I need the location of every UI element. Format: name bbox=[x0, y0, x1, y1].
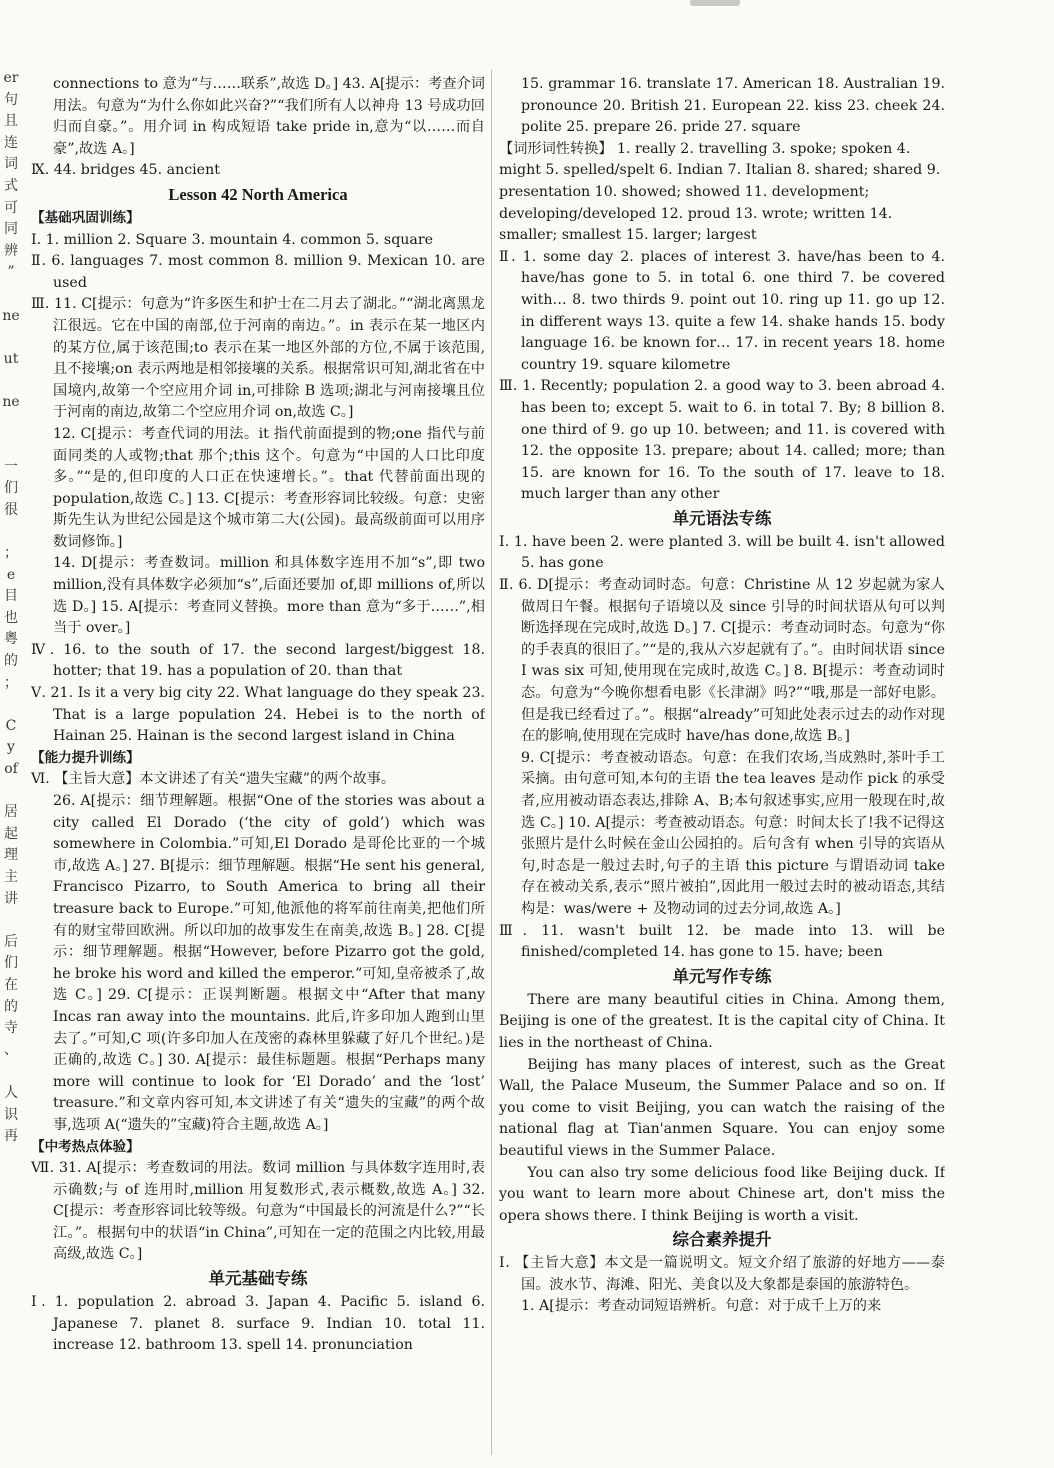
gutter-fragment: 居 bbox=[4, 804, 18, 821]
answer-item: Ⅱ. 1. some day 2. places of interest 3. have/has been to 4. have/has gone to 5. in total 6. one third 7. be covered with… 8. two thirds 9. point out 10. ring up 11. go up 12. in different ways 13. quite a few 14. shake hands 15. body language 16. be known for… 17. in recent years 18. home country 19. square kilometre bbox=[499, 248, 945, 373]
essay-paragraph: There are many beautiful cities in China. Among them, Beijing is one of the greatest. It is the capital city of China. It lies in the northeast of China. bbox=[499, 991, 945, 1051]
answer-continuation: 26. A[提示：细节理解题。根据“One of the stories was about a city called El Dorado (‘the city of gold’) which was somewhere in Colombia.”可知,El Dorado 是哥伦比亚的一个城市,故选 A。] 27. B[提示：细节理解题。根据“He sent his general, Francisco Pizarro, to South America to bring all their treasure back to Europe.”可知,他派他的将军前往南美,把他们所有的财宝带回欧洲。所以印加的故事发生在南美,故选 B。] 28. C[提示：细节理解题。根据“However, before Pizarro got the gold, he broke his word and killed the emperor.”可知,皇帝被杀了,故选 C。] 29. C[提示：正误判断题。根据文中“After that many Incas ran away into the mountains. 此后,许多印加人跑到山里去了。”可知,C 项(许多印加人在茂密的森林里躲藏了好几个世纪。)是正确的,故选 C。] 30. A[提示：最佳标题题。根据“Perhaps many more will continue to look for ‘El Dorado’ and the ‘lost’ treasure.”和文章内容可知,本文讲述了有关“遗失的宝藏”的两个故事,选项 A(“遗失的”宝藏)符合主题,故选 A。] bbox=[53, 793, 485, 1133]
gutter-fragment bbox=[0, 284, 22, 306]
gutter-fragment: 连 bbox=[4, 134, 18, 151]
gutter-fragment: 主 bbox=[4, 868, 18, 885]
gutter-fragment bbox=[0, 327, 22, 349]
answer-item: Ⅲ. 1. Recently; population 2. a good way to 3. been abroad 4. has been to; except 5. wait to 6. in total 7. By; 8 billion 8. one third of 9. go up 10. between; and 11. is covered with 12. the opposite 13. prepare; about 14. called; more; than 15. are known for 16. To the south of 17. leave to 18. much larger than any other bbox=[499, 378, 945, 503]
lesson-title: Lesson 42 North America bbox=[168, 184, 348, 204]
gutter-fragment: C bbox=[5, 717, 17, 734]
section-heading: 【能力提升训练】 bbox=[31, 749, 140, 766]
gutter-fragment bbox=[0, 910, 22, 932]
gutter-fragment: e bbox=[6, 566, 16, 583]
gutter-fragment: 可 bbox=[4, 199, 18, 216]
answer-item: Ⅴ. 21. Is it a very big city 22. What language do they speak 23. That is a large population 24. Hebei is to the north of Hainan 25. Hainan is the second largest island in China bbox=[31, 685, 485, 745]
gutter-fragment: y bbox=[7, 739, 15, 756]
gutter-fragment: ne bbox=[2, 393, 20, 410]
answer-continuation: 12. C[提示：考查代词的用法。it 指代前面提到的物;one 指代与前面同类的人或物;that 那个;this 这个。句意为“中国的人口比印度多。”“是的,但印度的人口正在快速增长。”。that 代替前面出现的 population,故选 C。] 13. C[提示：考查形容词比较级。句意：史密斯先生认为世纪公园是这个城市第二大(公园)。最高级前面可以用序数词修饰。] bbox=[53, 425, 485, 550]
gutter-fragment: 起 bbox=[4, 825, 18, 842]
unit-heading: 单元写作专练 bbox=[672, 966, 772, 986]
gutter-fragment: 句 bbox=[4, 91, 18, 108]
gutter-fragment bbox=[0, 694, 22, 716]
gutter-fragment: 同 bbox=[4, 221, 18, 238]
unit-heading: 单元语法专练 bbox=[672, 508, 772, 528]
gutter-fragment: 词 bbox=[4, 156, 18, 173]
gutter-fragment: 识 bbox=[4, 1106, 18, 1123]
answer-item: Ⅲ. 11. C[提示：句意为“许多医生和护士在二月去了湖北。”“湖北离黑龙江很远。它在中国的南部,位于河南的南边。”。in 表示在某一地区内的某方位,属于该范围;to 表示在某一地区外部的方位,不属于该范围,且不接壤;on 表示两地是相邻接壤的关系。根据常识可知,湖北省在中国境内,故第一个空应用介词 in,可排除 B 选项;湖北与河南接壤且位于河南的南边,故第二个空应用介词 on,故选 C。] bbox=[31, 296, 485, 421]
unit-heading: 综合素养提升 bbox=[672, 1230, 772, 1250]
gutter-fragment: 粵 bbox=[4, 631, 18, 648]
gutter-fragment: 讲 bbox=[4, 890, 18, 907]
gutter-fragment: 的 bbox=[4, 653, 18, 670]
gutter-fragment bbox=[0, 414, 22, 436]
essay-paragraph: Beijing has many places of interest, such as the Great Wall, the Palace Museum, the Summer Palace and so on. If you come to visit Beijing, you can watch the raising of the national flag at Tian'anmen Square. You can enjoy some beautiful views in the Summer Palace. bbox=[499, 1056, 945, 1159]
gutter-fragment: 们 bbox=[4, 480, 18, 497]
gutter-fragment: ne bbox=[2, 307, 20, 324]
answer-continuation: 9. C[提示：考查被动语态。句意：在我们农场,当成熟时,茶叶手工采摘。由句意可知,本句的主语 the tea leaves 是动作 pick 的承受者,应用被动语态表达,排除 A、B;本句叙述事实,应用一般现在时,故选 C。] 10. A[提示：考查被动语态。句意：时间太长了!我不记得这张照片是什么时候在金山公园拍的。后句含有 when 引导的宾语从句,时态是一般过去时,句子的主语 this picture 与谓语动词 take 存在被动关系,表示“照片被拍”,因此用一般过去时的被动语态,其结构是：was/were + 及物动词的过去分词,故选 A。] bbox=[521, 749, 945, 917]
column-divider bbox=[491, 70, 492, 1455]
gutter-fragment bbox=[0, 370, 22, 392]
answer-column-right bbox=[499, 74, 945, 1454]
answer-column-left bbox=[31, 74, 485, 1454]
page-top-mark bbox=[690, 0, 740, 6]
gutter-fragment: er bbox=[3, 70, 19, 86]
gutter-fragment: 后 bbox=[4, 933, 18, 950]
answer-continuation: 14. D[提示：考查数词。million 和具体数字连用不加“s”,即 two million,没有具体数字必须加“s”,后面还要加 of,即 millions of,所以选 D。] 15. A[提示：考查同义替换。more than 意为“多于……”,相当于 over。] bbox=[53, 555, 485, 637]
answer-continuation: 15. grammar 16. translate 17. American 18. Australian 19. pronounce 20. British 21. European 22. kiss 23. cheek 24. polite 25. prepare 26. pride 27. square bbox=[521, 76, 945, 136]
gutter-fragment: 也 bbox=[4, 609, 18, 626]
answer-continuation: connections to 意为“与……联系”,故选 D。] 43. A[提示：考查介词用法。句意为“为什么你如此兴奋?”“我们所有人以神舟 13 号成功回归而自豪。”。用介词 in 构成短语 take pride in,意为“以……而自豪”,故选 A。] bbox=[53, 76, 485, 157]
answer-item: Ⅲ. 11. wasn't built 12. be made into 13. will be finished/completed 14. has gone to 15. have; been bbox=[499, 922, 945, 961]
gutter-fragment: 们 bbox=[4, 955, 18, 972]
gutter-fragment: 的 bbox=[4, 998, 18, 1015]
gutter-fragment: 、 bbox=[4, 1041, 18, 1058]
answer-item: Ⅰ. 【主旨大意】本文是一篇说明文。短文介绍了旅游的好地方——泰国。波水节、海滩、阳光、美食以及大象都是泰国的旅游特色。 bbox=[499, 1255, 945, 1293]
gutter-fragment: 再 bbox=[4, 1128, 18, 1145]
gutter-fragment: 在 bbox=[4, 976, 18, 993]
gutter-fragment: ut bbox=[3, 350, 19, 367]
gutter-fragment: ” bbox=[7, 264, 15, 281]
gutter-fragment: ； bbox=[4, 545, 18, 562]
answer-item: Ⅶ. 31. A[提示：考查数词的用法。数词 million 与具体数字连用时,表示确数;与 of 连用时,million 用复数形式,表示概数,故选 A。] 32. C[提示：考查形容词比较等级。句意为“中国最长的河流是什么?”“长江。”。根据句中的状语“in China”,可知在一定的范围之内比较,用最高级,故选 C。] bbox=[31, 1160, 485, 1263]
gutter-fragment: 寺 bbox=[4, 1020, 18, 1037]
answer-item: Ⅱ. 6. D[提示：考查动词时态。句意：Christine 从 12 岁起就为家人做周日午餐。根据句子语境以及 since 引导的时间状语从句可以判断选择现在完成时,故选 D。] 7. C[提示：考查动词时态。句意为“你的手表真的很旧了。”“是的,我从六岁起就有了。”。由时间状语 since I was six 可知,使用现在完成时,故选 C。] 8. B[提示：考查动词时态。句意为“今晚你想看电影《长津湖》吗?”“哦,那是一部好电影。但是我已经看过了。”。根据“already”可知此处表示过去的动作对现在的影响,使用现在完成时 have/has done,故选 B。] bbox=[499, 577, 945, 745]
answer-block: 【词形词性转换】 1. really 2. travelling 3. spoke; spoken 4. might 5. spelled/spelt 6. Indian 7. Italian 8. shared; shared 9. presentation 10. showed; showed 11. development; developing/developed 12. proud 13. wrote; written 14. smaller; smallest 15. larger; largest bbox=[499, 140, 941, 244]
gutter-fragment: 理 bbox=[4, 847, 18, 864]
answer-item: Ⅰ. 1. population 2. abroad 3. Japan 4. Pacific 5. island 6. Japanese 7. planet 8. surface 9. Indian 10. total 11. increase 12. bathroom 13. spell 14. pronunciation bbox=[31, 1294, 485, 1354]
unit-heading: 单元基础专练 bbox=[208, 1269, 308, 1289]
binding-gutter-fragments bbox=[0, 68, 22, 1468]
section-heading: 【中考热点体验】 bbox=[31, 1138, 140, 1155]
gutter-fragment: 很 bbox=[4, 501, 18, 518]
gutter-fragment bbox=[0, 781, 22, 803]
gutter-fragment bbox=[0, 435, 22, 457]
answer-item: Ⅱ. 6. languages 7. most common 8. million 9. Mexican 10. are used bbox=[31, 253, 485, 291]
section-heading: 【基础巩固训练】 bbox=[31, 209, 140, 226]
answer-item: Ⅸ. 44. bridges 45. ancient bbox=[31, 162, 220, 179]
gutter-fragment: of bbox=[4, 761, 18, 777]
answer-continuation: 1. A[提示：考查动词短语辨析。句意：对于成千上万的来 bbox=[521, 1298, 882, 1315]
gutter-fragment: 目 bbox=[4, 588, 18, 605]
answer-item: Ⅳ. 16. to the south of 17. the second largest/biggest 18. hotter; that 19. has a population of 20. than that bbox=[31, 641, 485, 680]
answer-item: Ⅵ. 【主旨大意】本文讲述了有关“遗失宝藏”的两个故事。 bbox=[31, 771, 396, 788]
gutter-fragment: 一 bbox=[4, 458, 18, 475]
gutter-fragment: 辨 bbox=[4, 242, 18, 259]
essay-paragraph: You can also try some delicious food like Beijing duck. If you want to learn more about Chinese art, don't miss the opera shows there. I think Beijing is worth a visit. bbox=[499, 1164, 945, 1224]
gutter-fragment: 式 bbox=[4, 177, 18, 194]
answer-item: Ⅰ. 1. million 2. Square 3. mountain 4. common 5. square bbox=[31, 231, 434, 248]
gutter-fragment: 且 bbox=[4, 113, 18, 130]
answer-item: Ⅰ. 1. have been 2. were planted 3. will be built 4. isn't allowed 5. has gone bbox=[499, 533, 945, 572]
gutter-fragment: ； bbox=[4, 674, 18, 691]
gutter-fragment bbox=[0, 521, 22, 543]
gutter-fragment: 人 bbox=[4, 1084, 18, 1101]
gutter-fragment bbox=[0, 1061, 22, 1083]
